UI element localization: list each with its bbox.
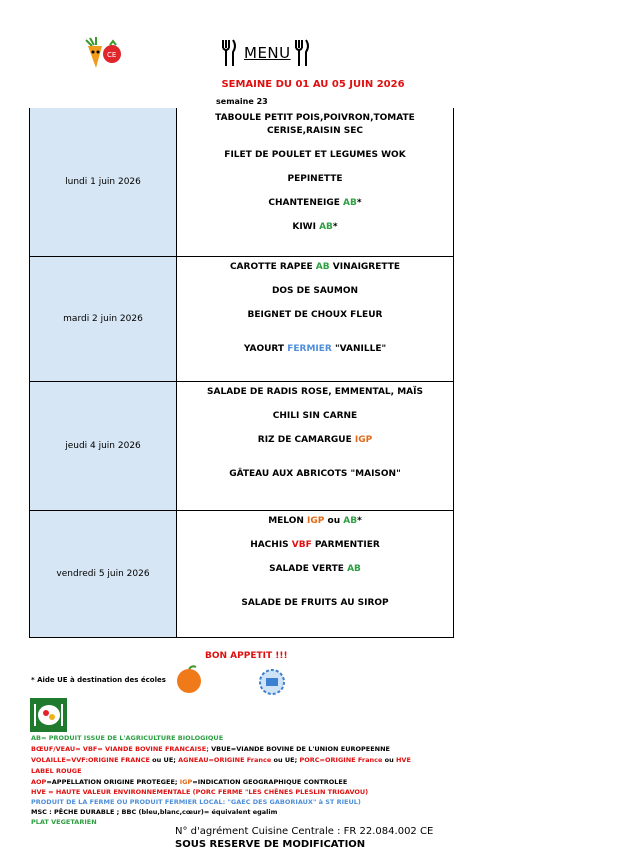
text-segment: GÂTEAU AUX ABRICOTS "MAISON" (229, 468, 401, 479)
text-segment: HVE (395, 756, 411, 764)
text-segment: =INDICATION GEOGRAPHIQUE CONTROLEE (192, 778, 348, 786)
text-segment: ou UE; (149, 756, 179, 764)
text-segment: AB (347, 563, 361, 574)
text-segment: VOLAILLE=VVF:ORIGINE FRANCE (31, 756, 150, 764)
day-row (30, 381, 454, 510)
text-segment: PEPINETTE (287, 174, 343, 184)
text-segment: AB (315, 261, 330, 272)
text-segment: AGNEAU=ORIGINE France (178, 756, 272, 764)
week-number: semaine 23 (216, 97, 268, 106)
legend-line (31, 818, 97, 826)
text-segment: * (356, 198, 362, 208)
dish-item (183, 434, 447, 447)
dish-item (183, 197, 447, 210)
reserve-note: SOUS RESERVE DE MODIFICATION (175, 839, 366, 850)
text-segment: AB (319, 222, 333, 232)
text-segment: CHILI SIN CARNE (272, 410, 358, 421)
text-segment: PLAT VEGETARIEN (31, 818, 97, 826)
legend-line (31, 788, 368, 796)
menu-table (29, 108, 454, 638)
vegetarian-plate-icon (30, 698, 67, 732)
bon-appetit: BON APPETIT !!! (205, 651, 288, 661)
text-segment: MSC : PÊCHE DURABLE ; BBC (bleu,blanc,cœur)= équivalent egalim (31, 808, 278, 816)
vegetable-mascot-icon (80, 34, 126, 72)
legend-line (31, 767, 82, 775)
text-segment: MELON (268, 515, 308, 526)
legend-line (31, 756, 411, 764)
text-segment: YAOURT (243, 343, 288, 354)
page-title: MENU (244, 44, 291, 62)
text-segment: PORC=ORIGINE France (299, 756, 383, 764)
text-segment: IGP (307, 515, 325, 526)
text-segment: IGP (354, 434, 373, 445)
legend-line (31, 808, 277, 816)
text-segment: "VANILLE" (331, 343, 387, 354)
dish-item (183, 221, 447, 234)
aide-ue-note: * Aide UE à destination des écoles (31, 676, 166, 684)
text-segment: VBF (291, 539, 312, 550)
text-segment: PRODUIT DE LA FERME OU PRODUIT FERMIER LOCAL: "GAEC DES GABORIAUX" à ST RIEUL) (31, 798, 361, 806)
text-segment: AB (343, 198, 357, 208)
text-segment: CAROTTE RAPEE (229, 261, 316, 272)
day-row (30, 256, 454, 381)
dish-item (183, 309, 447, 322)
text-segment: HACHIS (250, 539, 292, 550)
legend-line (31, 798, 361, 806)
fork-knife-icon (220, 38, 238, 68)
dish-list (177, 256, 454, 381)
text-segment: BEIGNET DE CHOUX FLEUR (247, 309, 383, 320)
text-segment: CHANTENEIGE (268, 198, 344, 208)
spacer (183, 322, 447, 332)
text-segment: VINAIGRETTE (329, 261, 401, 272)
dish-item (183, 173, 447, 186)
fruit-logo-icon (174, 664, 204, 694)
text-segment: DOS DE SAUMON (271, 285, 359, 296)
day-label: mardi 2 juin 2026 (30, 256, 177, 381)
text-segment: HVE = HAUTE VALEUR ENVIRONNEMENTALE (PORC FERME "LES CHÊNES PLESLIN TRIGAVOU) (31, 788, 369, 796)
dish-item (183, 386, 447, 399)
legend-line (31, 734, 223, 742)
dish-item (183, 515, 447, 528)
text-segment: KIWI (292, 222, 320, 232)
day-row (30, 510, 454, 637)
text-segment: ou UE; (271, 756, 300, 764)
legend-line (31, 778, 347, 786)
dish-item (183, 597, 447, 610)
day-label: jeudi 4 juin 2026 (30, 381, 177, 510)
text-segment: TABOULE PETIT POIS,POIVRON,TOMATE CERISE,RAISIN SEC (215, 113, 415, 136)
text-segment: BŒUF/VEAU= VBF= VIANDE BOVINE FRANCAISE; (31, 745, 209, 753)
text-segment: SALADE DE FRUITS AU SIROP (241, 597, 389, 608)
dish-item (183, 468, 447, 481)
text-segment: FILET DE POULET ET LEGUMES WOK (224, 150, 406, 160)
text-segment: AB (343, 515, 358, 526)
text-segment: VBUE=VIANDE BOVINE DE L'UNION EUROPEENNE (208, 745, 390, 753)
fork-knife-icon (293, 38, 311, 68)
dish-item (183, 539, 447, 552)
text-segment: * (332, 222, 338, 232)
dish-item (183, 261, 447, 274)
day-row (30, 108, 454, 256)
text-segment: ou (324, 515, 344, 526)
school-logo-icon (255, 667, 289, 697)
day-label: vendredi 5 juin 2026 (30, 510, 177, 637)
spacer (183, 447, 447, 457)
spacer (183, 576, 447, 586)
agrement-number: N° d'agrément Cuisine Centrale : FR 22.084.002 CE (175, 826, 434, 837)
legend-line (31, 745, 390, 753)
text-segment: LABEL ROUGE (31, 767, 82, 775)
dish-item (183, 112, 447, 138)
dish-item (183, 285, 447, 298)
text-segment: SALADE VERTE (269, 563, 348, 574)
text-segment: ou (382, 756, 396, 764)
text-segment: FERMIER (287, 343, 332, 354)
dish-item (183, 563, 447, 576)
dish-item (183, 343, 447, 356)
week-range: SEMAINE DU 01 AU 05 JUIN 2026 (221, 79, 405, 90)
text-segment: PARMENTIER (311, 539, 380, 550)
dish-item (183, 149, 447, 162)
dish-list (177, 381, 454, 510)
day-label: lundi 1 juin 2026 (30, 108, 177, 256)
text-segment: RIZ DE CAMARGUE (257, 434, 355, 445)
dish-item (183, 410, 447, 423)
text-segment: AB= PRODUIT ISSUE DE L'AGRICULTURE BIOLOGIQUE (31, 734, 224, 742)
text-segment: IGP (179, 778, 193, 786)
dish-list (177, 108, 454, 256)
text-segment: =APPELLATION ORIGINE PROTEGEE; (46, 778, 180, 786)
text-segment: * (357, 515, 362, 526)
svg-text:CE: CE (107, 51, 117, 59)
text-segment: SALADE DE RADIS ROSE, EMMENTAL, MAÏS (207, 386, 423, 397)
text-segment: AOP (31, 778, 47, 786)
dish-list (177, 510, 454, 637)
